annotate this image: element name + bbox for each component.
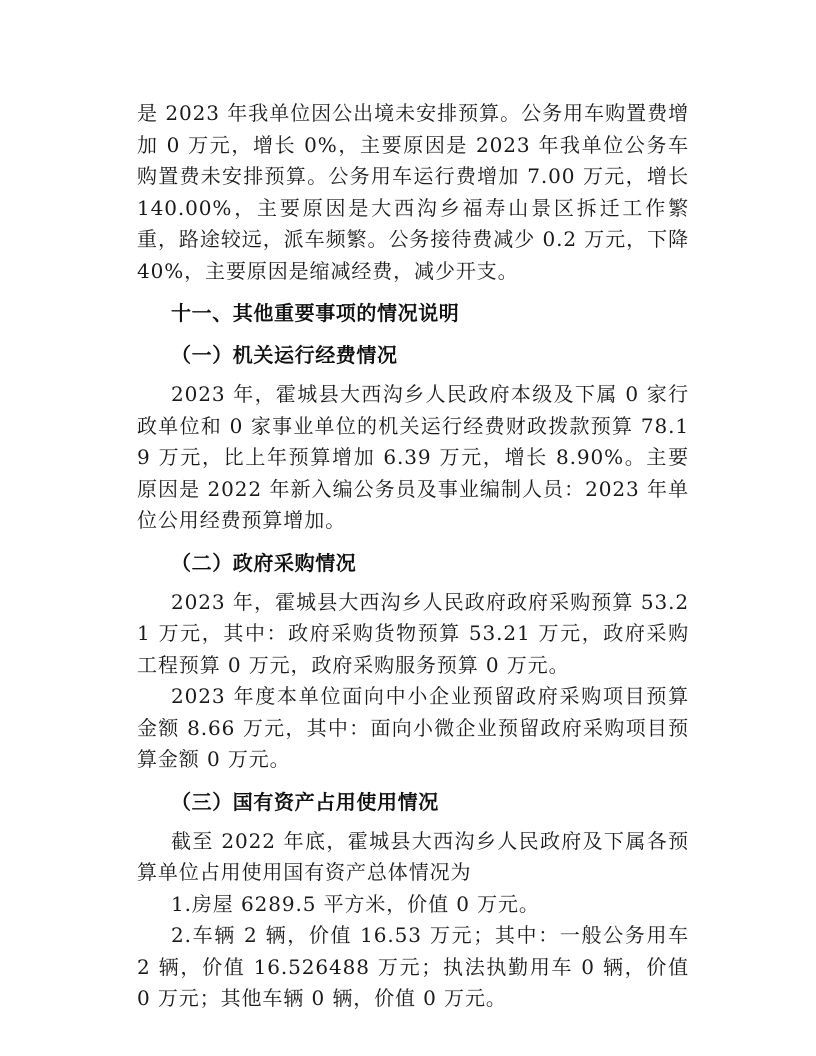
asset-item-buildings: 1.房屋 6289.5 平方米，价值 0 万元。 (171, 891, 540, 916)
continuation-paragraph: 是 2023 年我单位因公出境未安排预算。公务用车购置费增加 0 万元，增长 0%，主要原因是 2023 年我单位公务车购置费未安排预算。公务用车运行费增加 7.00 万元，增长 140.00%，主要原因是大西沟乡福寿山景区拆迁工作繁重，路途较远，派车频繁。公务接待费减少 0.2 万元，下降 40%，主要原因是缩减经费，减少开支。 (137, 101, 689, 283)
state-assets-intro-paragraph: 截至 2022 年底，霍城县大西沟乡人民政府及下属各预算单位占用使用国有资产总体情况为 (137, 828, 689, 884)
subsection-heading-operating-expenses: （一）机关运行经费情况 (171, 343, 398, 367)
sme-procurement-paragraph: 2023 年度本单位面向中小企业预留政府采购项目预算金额 8.66 万元，其中：面向小微企业预留政府采购项目预算金额 0 万元。 (137, 684, 689, 771)
subsection-heading-state-assets: （三）国有资产占用使用情况 (171, 789, 439, 814)
asset-item-vehicles: 2.车辆 2 辆，价值 16.53 万元；其中：一般公务用车 2 辆，价值 16.526488 万元；执法执勤用车 0 辆，价值 0 万元；其他车辆 0 辆，价值 0 万元。 (137, 923, 689, 1010)
section-heading-other-matters: 十一、其他重要事项的情况说明 (171, 301, 460, 325)
subsection-heading-procurement: （二）政府采购情况 (171, 550, 357, 575)
document-body (137, 98, 689, 1027)
procurement-paragraph: 2023 年，霍城县大西沟乡人民政府政府采购预算 53.21 万元，其中：政府采购货物预算 53.21 万元，政府采购工程预算 0 万元，政府采购服务预算 0 万元。 (137, 589, 689, 677)
operating-expenses-paragraph: 2023 年，霍城县大西沟乡人民政府本级及下属 0 家行政单位和 0 家事业单位的机关运行经费财政拨款预算 78.19 万元，比上年预算增加 6.39 万元，增长 8.90%。主要原因是 2022 年新入编公务员及事业编制人员：2023 年单位公用经费预算增加。 (137, 382, 689, 532)
